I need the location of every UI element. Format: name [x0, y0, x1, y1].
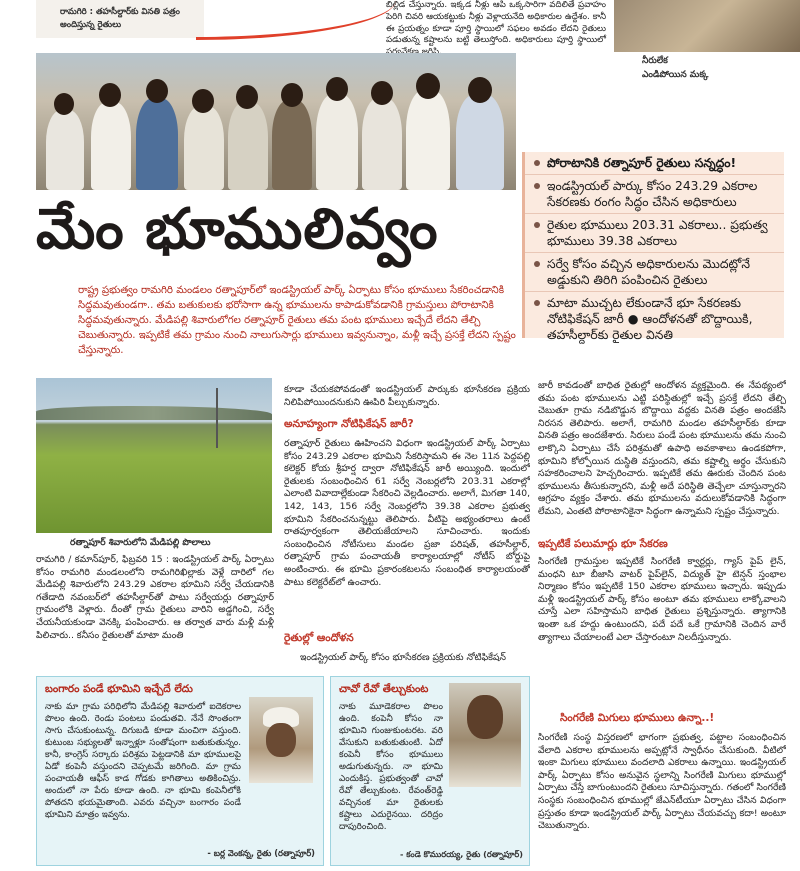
highlight-item: పోరాటానికి రత్నాపూర్ రైతులు సన్నద్ధం!	[525, 152, 784, 175]
right-column-text-2: సింగరేణి గ్రామస్తుల ఇప్పటికే సింగరేణి క్వార్టర్లు, గ్యాస్ పైప్ లైన్, మంధని టూ బీజాసి వాటర్ పైప్‌లైన్, విద్యుత్ హై టెన్షన్ స్తంభాల నిర్మాణం కోసం ఇప్పటికే 150 ఎకరాల భూములు ఇచ్చారు. ఇప్పుడు మళ్లీ ఇండస్ట్రియల్ పార్క్ కోసం అంటూ తమ భూములు లాక్కోవాలని చూస్తే ఎలా సహిస్తామని బాధిత రైతులు ప్రశ్నిస్తున్నారు. త్యాగానికి ఇంతా ఒక హద్దు ఉంటుందని, పదే పదే ఒకే గ్రామానికి చెందిన వారే త్యాగాలు చేయాలంటే ఎలా చేస్తారంటూ నిలదీస్తున్నారు.	[538, 556, 786, 643]
field-photo-caption: రత్నాపూర్ శివారులోని మేడిపల్లి పొలాలు	[70, 538, 211, 548]
quote-2-text: నాకు మూడెకరాల పొలం ఉంది. కంపెనీ కోసం నా భూమిని గుంజుకుంటరట. వరి వేసుకుని బతుకుతుంటి. ఏదో కంపెనీ కోసం భూములు అడుగుతున్నరు. నా భూమి ఎందుకిస్త. ప్రభుత్వంతో చావో రేవో తేల్చుకుంట. రేవంత్‌రెడ్డి వచ్చినంక మా రైతులకు కష్టాలు ఎదురైనయి. దరిద్రం దాపురించింది.	[339, 702, 443, 832]
mid-column-text: రత్నాపూర్ రైతులు ఊహించని విధంగా ఇండస్ట్రియల్ పార్క్ ఏర్పాటు కోసం 243.29 ఎకరాల భూమిని సేకరిస్తామని ఈ నెల 11న పెద్దపల్లి కలెక్టర్ కోయ శ్రీహర్ష ద్వారా నోటిఫికేషన్ జారీ అయ్యింది. ఇందులో రైతులకు సంబంధించిన 61 సర్వే నెంబర్లలోని 203.31 ఎకరాల్లో ఎలాంటి వివాదాల్లేకుండా సేకరించి వెల్లడించారు. అలాగే, మిగతా 140, 142, 143, 156 సర్వే నెంబర్లలోని 39.38 ఎకరాల ప్రభుత్వ భూమిని సేకరించనున్నట్టు తెలిపారు. వీటిపై అభ్యంతరాలు ఉంటే రాతపూర్వకంగా తెలియజేయాలని సూచించారు. ఇందుకు సంబంధించిన నోటీసులు మండల ప్రజా పరిషత్, తహసీల్దార్, రత్నాపూర్ గ్రామ పంచాయతీ కార్యాలయాల్లో నోటీస్ బోర్డుపై అంటించారు. ఈ భూమి ప్రకారంకటలను సంబంధిత కార్యాలయంతో పాటు కలెక్టరేట్‌లో ఉంచారు.	[284, 438, 530, 588]
farmers-group-photo	[36, 53, 516, 190]
quote-2-signature: - కండె కొమురయ్య, రైతు (రత్నాపూర్)	[400, 849, 523, 859]
top-photo-caption: రామగిరి : తహసీల్దార్‌కు వినతి పత్రం అందిస్తున్న రైతులు	[60, 7, 180, 30]
highlight-item: ఇండస్ట్రియల్ పార్కు కోసం 243.29 ఎకరాల సేకరణకు రంగం సిద్ధం చేసిన అధికారులు	[525, 175, 784, 214]
dried-crop-caption-2: ఎండిపోయిన మక్క	[642, 70, 709, 80]
field-photo	[36, 378, 272, 533]
right-column-text-3: సింగరేణి సంస్థ విస్తరణలో భాగంగా ప్రభుత్వ, పట్టాల సంబంధించిన వేలాది ఎకరాల భూములను అప్పట్లోనే స్వాధీనం చేసుకుంది. వీటిలో ఇంకా మిగులు భూములు వందలాది ఎకరాలు ఉన్నాయి. ఇండస్ట్రియల్ పార్క్ ఏర్పాటు కోసం అనువైన స్థలాన్ని సింగరేణి మిగులు భూముల్లో ఏర్పాటు చేస్తే బాగుంటుందని రైతులు సూచిస్తున్నారు. గతంలో సింగరేణి సంస్థకు సంబంధించిన భూముల్లో జేఎన్‌టీయూ ఏర్పాటు చేసిన విధంగా ప్రస్తుతం కూడా ఇండస్ట్రియల్ పార్క్ ఏర్పాటు చేయవచ్చు కదా! అంటూ చెబుతున్నారు.	[538, 732, 786, 832]
dried-crop-caption-1: నీరులేక	[642, 56, 668, 66]
farmer-quote-box-2	[330, 676, 530, 866]
dried-crop-photo	[614, 0, 800, 52]
headline: మేం భూములివ్వం	[36, 197, 439, 262]
quote-1-signature: - బర్ల వెంకన్న, రైతు (రత్నాపూర్)	[207, 848, 315, 858]
mid-subheading-notification: అనూహ్యంగా నోటిఫికేషన్ జారీ?	[284, 418, 414, 430]
quote-1-title: బంగారం పండే భూమిని ఇచ్చేదే లేదు	[45, 683, 193, 695]
highlight-item: సర్వే కోసం వచ్చిన అధికారులను మొదట్లోనే అడ్డుకుని తిరిగి పంపించిన రైతులు	[525, 253, 784, 292]
top-center-text: బిల్లిడ చేస్తున్నారు. ఇక్కడ నీళ్లు ఆపి ఒక్కసారిగా వదిలితే ప్రవాహం పెరిగి చివరి ఆయకట్టుకు నీళ్లు వెళ్లాయనేది అధికారుల ఉద్దేశం. కానీ ఈ ప్రయత్నం కూడా పూర్తి స్థాయిలో సఫలం అవడం లేదని రైతులు పడుతున్న కష్టాలను బట్టి తెలుస్తోంది. అధికారులు పూర్తి స్థాయిలో	[386, 0, 606, 46]
quote-1-text: నాకు మా గ్రామ పరిధిలోని మేడిపల్లి శివారులో ఐదెకరాల పొలం ఉంది. రెండు పంటలు పండుతవి. నేనే సొంతంగా సాగు చేసుకుంటున్న. దిగుబడి కూడా మంచిగా వస్తుంది. కుటుంబ సభ్యులతో ఇన్నాళ్లూ సంతోషంగా బతుకుతున్నం. కానీ, కాంగ్రెస్ సర్కారు పరిశ్రమ పెట్టడానికి మా భూములపై ఏడో కంపెనీ వస్తుందని చెప్పటమే జరిగింది. మా గ్రామ పంచాయతీ ఆఫీస్ కాడ గోడకు కాగితాలు అతికించిన్రు. అందులో నా పేరు కూడా ఉంది. నా భూమి కంపెనీలోకి పోతదని భయమైతాంది. ఎవరు వచ్చినా బంగారం పండే భూమిని మాత్రం ఇవ్వను.	[45, 702, 241, 820]
farmer-1-portrait	[249, 697, 313, 783]
right-subheading-singareni: సింగరేణి మిగులు భూములు ఉన్నా..!	[560, 712, 715, 724]
right-column-text: జారీ కావడంతో బాధిత రైతుల్లో ఆందోళన వ్యక్తమైంది. ఈ నేపథ్యంలో తమ పంట భూములను ఎట్టి పరిస్థితుల్లో ఇచ్చే ప్రసక్తే లేదని తేల్చి చెబుతూ గ్రామ నడిబొడ్డున బొద్దాయి వద్దకు వినతి పత్రం అందజేసి నిరసన తెలిపారు. అలాగే, రామగిరి మండల తహసీల్దార్‌కు కూడా వినతి పత్రం అందజేశారు. సిరులు పండే పంట భూములను తమ నుంచి లాక్కొని ఏర్పాటు చేసే పరిశ్రమతో ఉపాధి అవకాశాలు ఉండకపోగా, భూమిని కోల్పోయిన దుస్థితి వస్తుందని, తమ కష్టాల్ని అర్థం చేసుకుని సహకరించాలని హెచ్చరించారు. ఇప్పటికే తమ ఊరుకు చెందిన పంట భూములను తీసుకున్నారని, మళ్లీ అదే పరిస్థితి తెచ్చేలా చూస్తున్నారని ఆగ్రహం వ్యక్తం చేశారు. తమ భూములను వదులుకోవడానికి సిద్ధంగా లేమని, ఎంతటి పోరాటానికైనా సిద్ధంగా ఉన్నామని స్పష్టం చేస్తున్నారు.	[538, 380, 786, 517]
mid-subheading-concern: రైతుల్లో ఆందోళన	[284, 632, 354, 644]
highlight-item: రైతుల భూములు 203.31 ఎకరాలు.. ప్రభుత్వ భూములు 39.38 ఎకరాలు	[525, 214, 784, 253]
decorative-swoosh	[196, 0, 396, 40]
left-column-text: రామగిరి / కమాన్‌పూర్, ఫిబ్రవరి 15 : ఇండస్ట్రియల్ పార్క్ ఏర్పాటు కోసం రామగిరి మండలంలోని రామగిరిఖిల్లాకు వెళ్లే దారిలో గల మేడిపల్లి శివారులోని 243.29 ఎకరాల భూమిని సర్వే చేయడానికి గతేడాది నవంబర్‌లో తహసీల్దార్‌తో పాటు సర్వేయర్లు రత్నాపూర్ గ్రామంలోకి వెళ్లారు. దీంతో గ్రామ రైతులు వారిని అడ్డగించి, సర్వే చేయనీయకుండా వెనక్కి పంపించారు. ఆ తర్వాత వారు మళ్లీ మళ్లీ పిలిచారు.. కనీసం రైతులతో మాటా మంతి	[36, 554, 274, 641]
right-subheading-land: ఇప్పటికే పలుమార్లు భూ సేకరణ	[538, 538, 668, 550]
mid-column-top: కూడా చేయకపోవడంతో ఇండస్ట్రియల్ పార్కుకు భూసేకరణ ప్రక్రియ నిలిపిపోయిందనుకుని ఊపిరి పీల్చుకున్నారు.	[284, 384, 530, 408]
highlight-item: మాటా ముచ్చట లేకుండానే భూ సేకరణకు నోటిఫికేషన్ జారీ ● ఆందోళనతో బొద్దాయికి, తహసీల్దార్‌కు రైతుల వినతి	[525, 292, 784, 346]
farmer-quote-box-1	[36, 676, 324, 866]
intro-paragraph: రాష్ట్ర ప్రభుత్వం రామగిరి మండలం రత్నాపూర్‌లో ఇండస్ట్రియల్ పార్క్ ఏర్పాటు కోసం భూములు సేకరించడానికి సిద్ధమవుతుండగా.. తమ బతుకులకు భరోసాగా ఉన్న భూములను కాపాడుకోవడానికి గ్రామస్తులు పోరాటానికి సిద్ధమవుతున్నారు. మేడిపల్లి శివారులోగల రత్నాపూర్ రైతులు తమ పంట భూములు ఇచ్చేదే లేదని తేల్చి చెబుతున్నారు. ఇప్పటికే తమ గ్రామం నుంచి నాలుగుసార్లు భూములు ఇవ్వనున్నాం, మళ్లీ ఇచ్చే ప్రసక్తే లేదని స్పష్టం చేస్తున్నారు.	[78, 285, 516, 356]
farmer-2-portrait	[449, 683, 521, 787]
mid-column-end: ఇండస్ట్రియల్ పార్క్ కోసం భూసేకరణ ప్రక్రియకు నోటిఫికేషన్	[300, 652, 506, 663]
quote-2-title: చావో రేవో తేల్చుకుంట	[339, 683, 429, 695]
highlights-box	[522, 152, 784, 342]
